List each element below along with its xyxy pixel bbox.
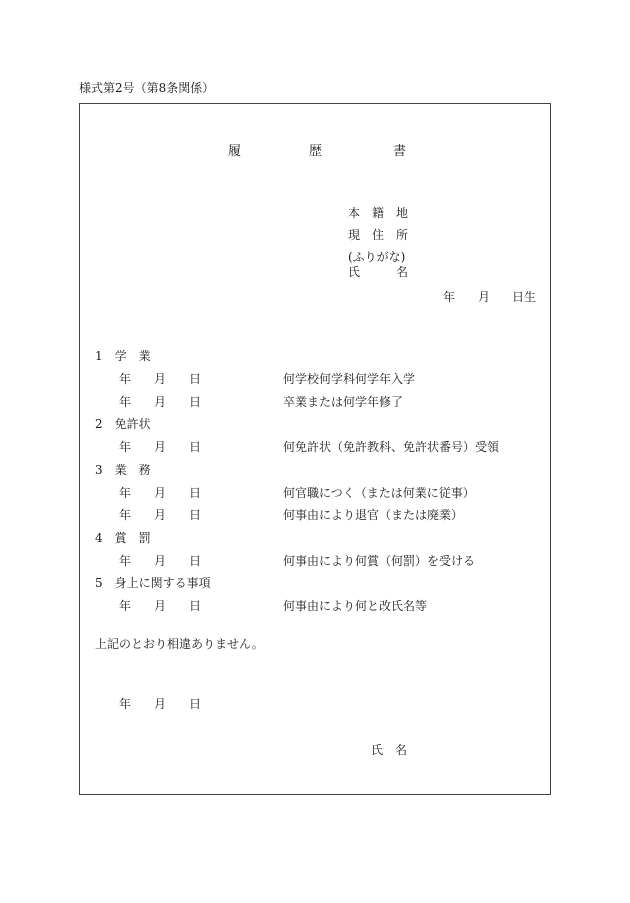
section-heading: 5 身上に関する事項 — [95, 576, 211, 590]
section-heading: 2 免許状 — [95, 417, 151, 431]
form-number-label: 様式第2号（第8条関係） — [79, 81, 215, 95]
date-month: 月 — [154, 599, 167, 613]
date-month: 月 — [154, 554, 167, 568]
address-label: 現 住 所 — [348, 228, 409, 242]
entry-description: 何学校何学科何学年入学 — [283, 372, 416, 386]
birth-day-label: 日生 — [512, 290, 537, 304]
name-label: 氏 名 — [348, 265, 409, 279]
signature-date-month: 月 — [154, 697, 167, 711]
date-year: 年 — [119, 554, 132, 568]
date-month: 月 — [154, 395, 167, 409]
entry-description: 何事由により退官（または廃業） — [283, 508, 464, 522]
entry-description: 何事由により何賞（何罰）を受ける — [283, 554, 476, 568]
date-day: 日 — [189, 372, 202, 386]
date-day: 日 — [189, 554, 202, 568]
date-month: 月 — [154, 508, 167, 522]
date-year: 年 — [119, 372, 132, 386]
date-year: 年 — [119, 440, 132, 454]
furigana-label: (ふりがな) — [348, 250, 406, 264]
section-heading: 3 業 務 — [95, 463, 151, 477]
section-heading: 4 賞 罰 — [95, 531, 151, 545]
title-char-3: 書 — [393, 144, 407, 159]
signature-date-year: 年 — [119, 697, 132, 711]
date-month: 月 — [154, 486, 167, 500]
entry-description: 何官職につく（または何業に従事） — [283, 486, 475, 500]
signature-date-day: 日 — [189, 697, 202, 711]
date-year: 年 — [119, 486, 132, 500]
entry-description: 何免許状（免許教科、免許状番号）受領 — [283, 440, 500, 454]
date-month: 月 — [154, 372, 167, 386]
section-heading: 1 学 業 — [95, 349, 151, 363]
birth-year-label: 年 — [443, 290, 456, 304]
date-day: 日 — [189, 395, 202, 409]
title-char-1: 履 — [228, 144, 242, 159]
signature-name-label: 氏 名 — [371, 743, 408, 757]
date-day: 日 — [189, 440, 202, 454]
date-day: 日 — [189, 508, 202, 522]
date-year: 年 — [119, 395, 132, 409]
date-day: 日 — [189, 486, 202, 500]
certification-statement: 上記のとおり相違ありません。 — [95, 637, 264, 651]
title-char-2: 歴 — [309, 144, 323, 159]
entry-description: 卒業または何学年修了 — [283, 395, 404, 409]
birth-month-label: 月 — [478, 290, 491, 304]
date-year: 年 — [119, 599, 132, 613]
honseki-label: 本 籍 地 — [348, 206, 409, 220]
date-day: 日 — [189, 599, 202, 613]
entry-description: 何事由により何と改氏名等 — [283, 599, 428, 613]
date-year: 年 — [119, 508, 132, 522]
date-month: 月 — [154, 440, 167, 454]
